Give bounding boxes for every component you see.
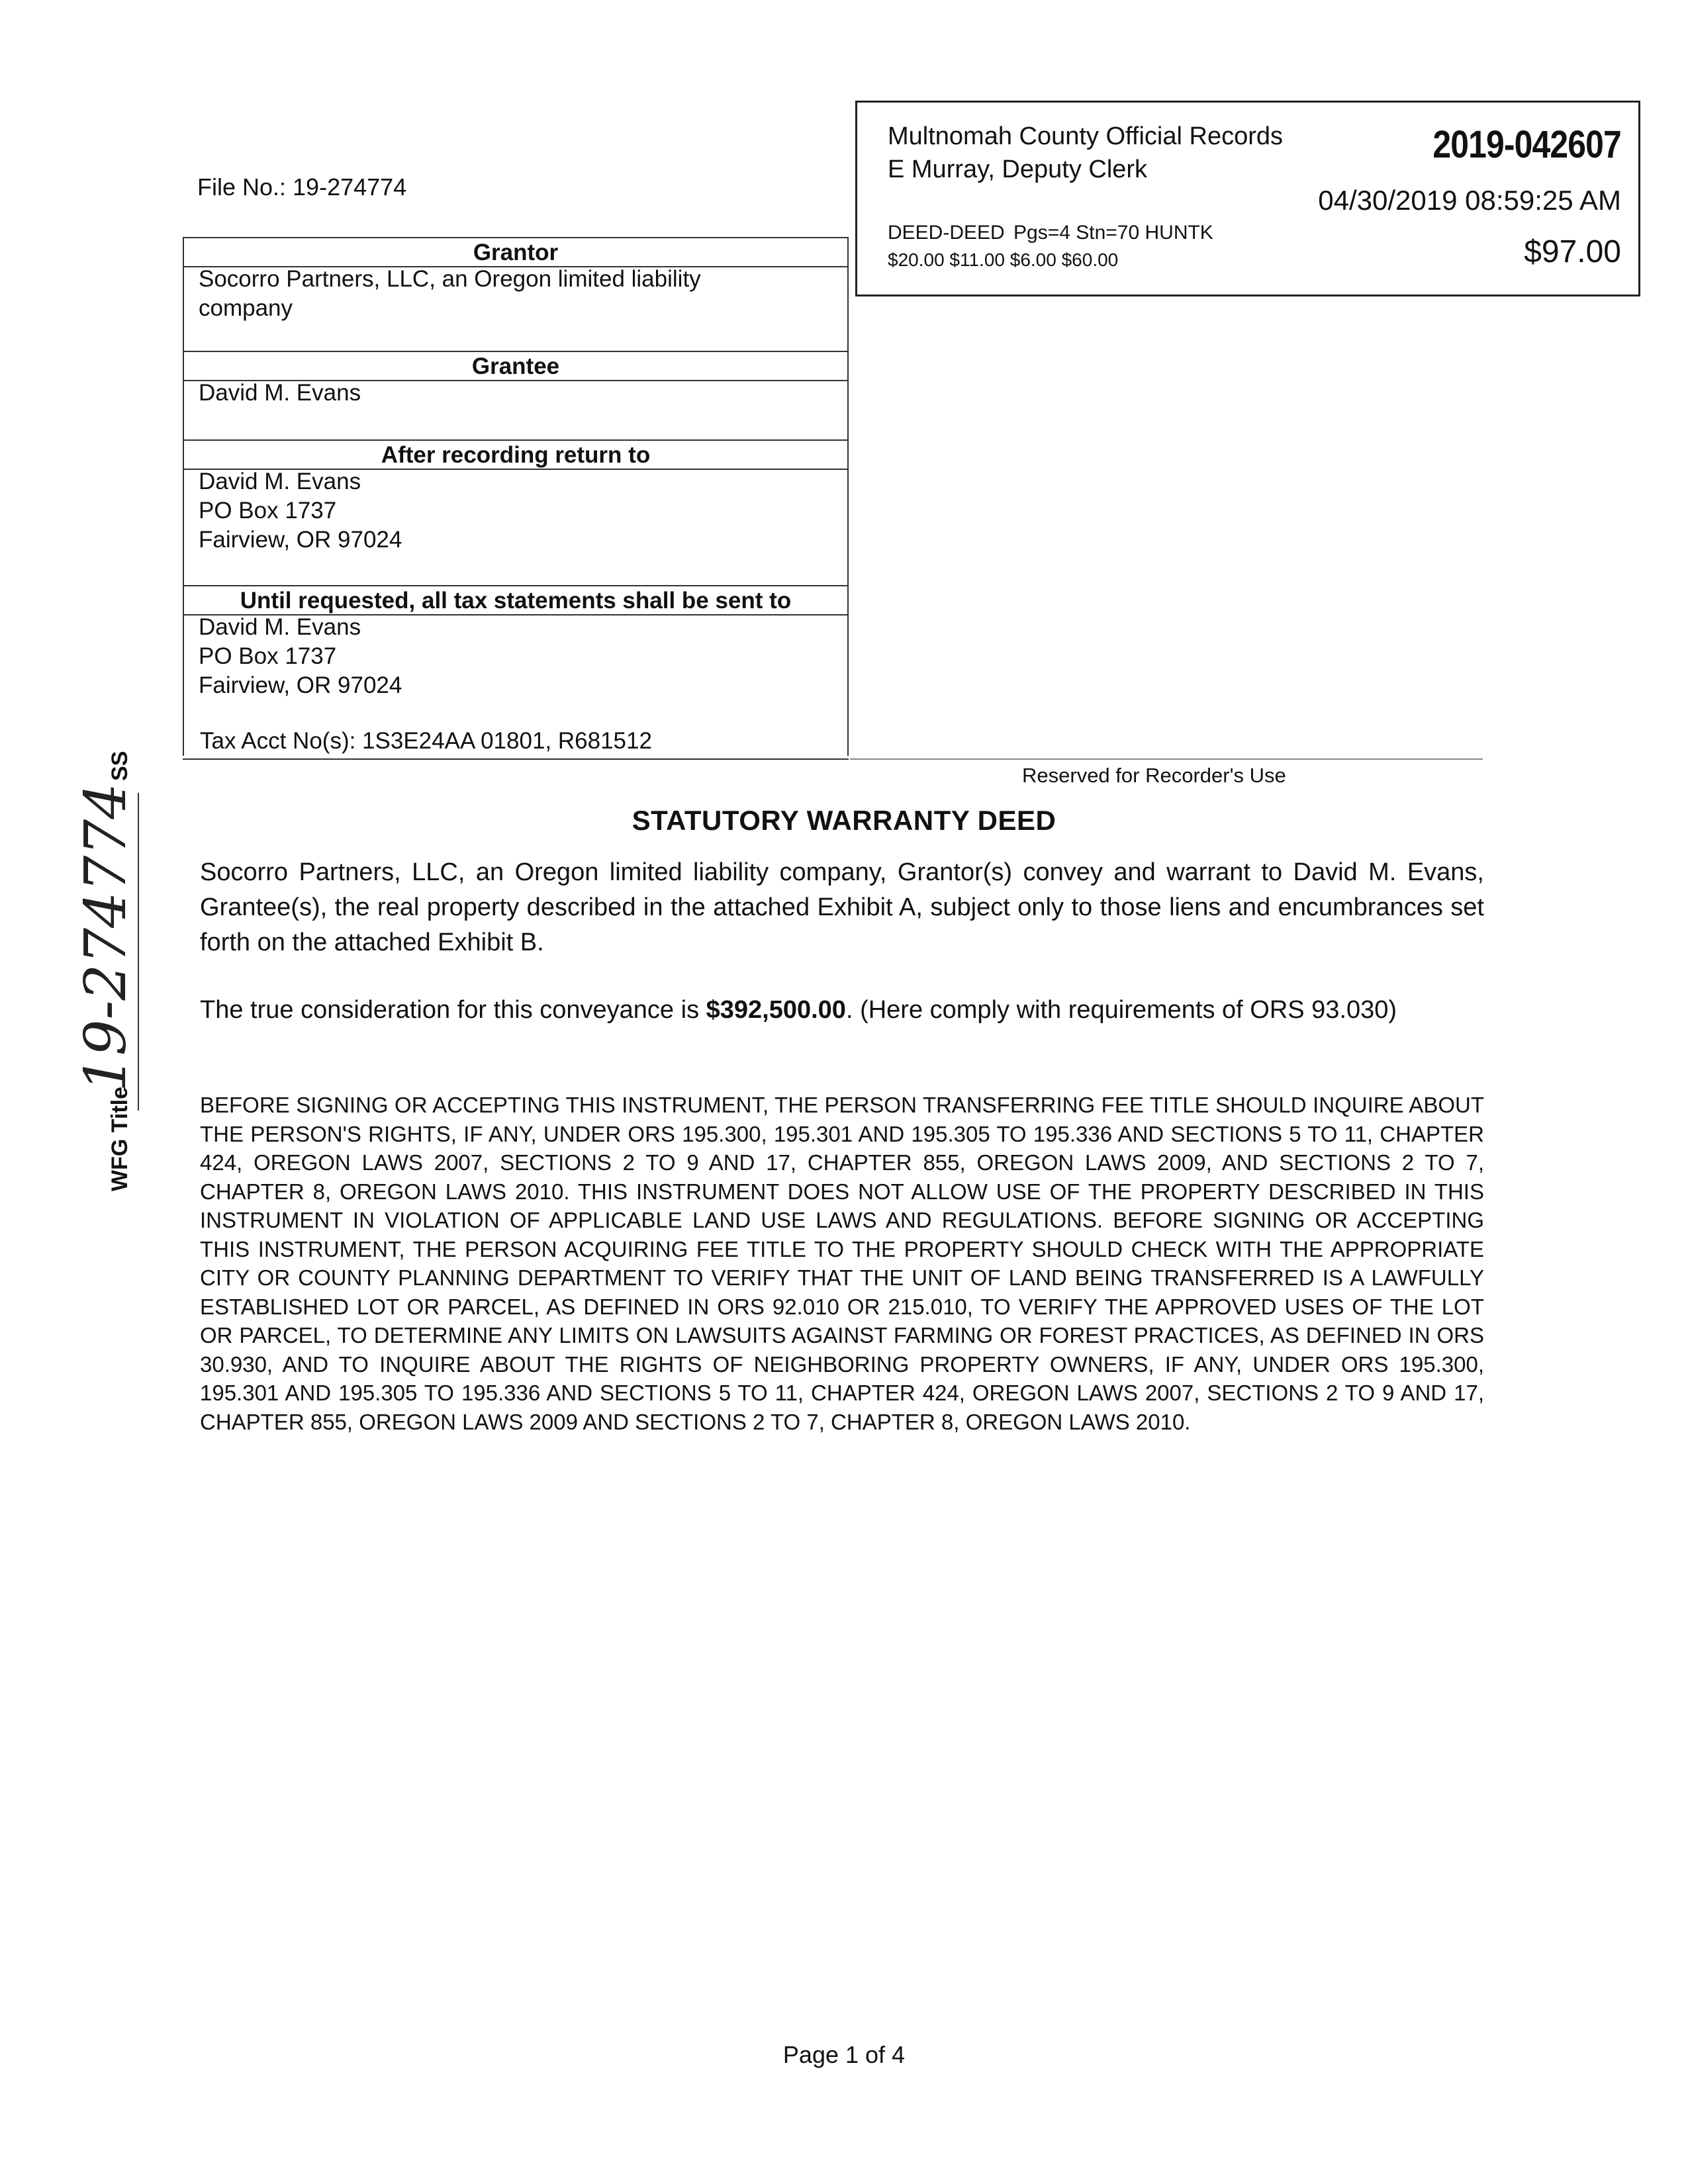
consideration-amount: $392,500.00 bbox=[706, 996, 846, 1024]
consideration-paragraph bbox=[200, 993, 1484, 1028]
return-to-line-2: PO Box 1737 bbox=[199, 498, 337, 523]
grantor-line-2: company bbox=[199, 295, 293, 321]
parties-block bbox=[183, 237, 849, 756]
return-to-info bbox=[199, 467, 402, 555]
parties-block-bottom-rule bbox=[183, 758, 849, 760]
recording-number: 2019-042607 bbox=[1432, 123, 1621, 166]
tax-statements-line-1: David M. Evans bbox=[199, 614, 361, 640]
consideration-text-after: . (Here comply with requirements of ORS 93.030) bbox=[845, 996, 1397, 1024]
grantor-info bbox=[199, 265, 701, 323]
grantor-heading: Grantor bbox=[184, 237, 847, 267]
grantee-heading: Grantee bbox=[184, 351, 847, 381]
deed-title: STATUTORY WARRANTY DEED bbox=[632, 805, 1056, 836]
recorder-clerk: E Murray, Deputy Clerk bbox=[888, 156, 1148, 183]
tax-statements-line-3: Fairview, OR 97024 bbox=[199, 672, 402, 698]
recording-datetime: 04/30/2019 08:59:25 AM bbox=[1318, 185, 1621, 216]
side-handwritten-file-number: 19-274774 bbox=[73, 783, 139, 1092]
recorder-county: Multnomah County Official Records bbox=[888, 122, 1283, 150]
side-margin-note bbox=[60, 728, 165, 1191]
tax-statements-heading: Until requested, all tax statements shall be sent to bbox=[184, 585, 847, 615]
file-number: File No.: 19-274774 bbox=[197, 173, 407, 201]
consideration-text-before: The true consideration for this conveyance is bbox=[200, 996, 706, 1024]
grantee-line-1: David M. Evans bbox=[199, 380, 361, 406]
tax-statements-info bbox=[199, 613, 402, 700]
return-to-heading: After recording return to bbox=[184, 439, 847, 470]
recorder-stamp-box bbox=[855, 101, 1640, 296]
conveyance-paragraph: Socorro Partners, LLC, an Oregon limited liability company, Grantor(s) convey and warrant to David M. Evans, Grantee(s), the real property described in the attached Exhibit A, subject only to those liens and encumbrances set forth on the attached Exhibit B. bbox=[200, 858, 1484, 956]
reserved-rule bbox=[850, 758, 1483, 760]
side-company-label: WFG Title bbox=[107, 1086, 132, 1191]
return-to-line-1: David M. Evans bbox=[199, 469, 361, 494]
reserved-for-recorder-label: Reserved for Recorder's Use bbox=[1022, 764, 1286, 787]
page-number: Page 1 of 4 bbox=[782, 2041, 906, 2068]
grantor-line-1: Socorro Partners, LLC, an Oregon limited liability bbox=[199, 266, 701, 292]
recording-fees: $20.00 $11.00 $6.00 $60.00 bbox=[888, 250, 1119, 270]
tax-statements-line-2: PO Box 1737 bbox=[199, 643, 337, 669]
side-underline bbox=[138, 793, 139, 1111]
side-initials: SS bbox=[107, 751, 132, 781]
tax-account-numbers: Tax Acct No(s): 1S3E24AA 01801, R681512 bbox=[200, 728, 652, 754]
recording-total: $97.00 bbox=[1524, 234, 1621, 269]
statutory-notice: BEFORE SIGNING OR ACCEPTING THIS INSTRUMENT, THE PERSON TRANSFERRING FEE TITLE SHOULD INQUIRE ABOUT THE PERSON'S RIGHTS, IF ANY, UNDER ORS 195.300, 195.301 AND 195.305 TO 195.336 AND SECTIONS 5 TO 11, CHAPTER 424, OREGON LAWS 2007, SECTIONS 2 TO 9 AND 17, CHAPTER 855, OREGON LAWS 2009, AND SECTIONS 2 TO 7, CHAPTER 8, OREGON LAWS 2010. THIS INSTRUMENT DOES NOT ALLOW USE OF THE PROPERTY DESCRIBED IN THIS INSTRUMENT IN VIOLATION OF APPLICABLE LAND USE LAWS AND REGULATIONS. BEFORE SIGNING OR ACCEPTING THIS INSTRUMENT, THE PERSON ACQUIRING FEE TITLE TO THE PROPERTY SHOULD CHECK WITH THE APPROPRIATE CITY OR COUNTY PLANNING DEPARTMENT TO VERIFY THAT THE UNIT OF LAND BEING TRANSFERRED IS A LAWFULLY ESTABLISHED LOT OR PARCEL, AS DEFINED IN ORS 92.010 OR 215.010, TO VERIFY THE APPROVED USES OF THE LOT OR PARCEL, TO DETERMINE ANY LIMITS ON LAWSUITS AGAINST FARMING OR FOREST PRACTICES, AS DEFINED IN ORS 30.930, AND TO INQUIRE ABOUT THE RIGHTS OF NEIGHBORING PROPERTY OWNERS, IF ANY, UNDER ORS 195.300, 195.301 AND 195.305 TO 195.336 AND SECTIONS 5 TO 11, CHAPTER 424, OREGON LAWS 2007, SECTIONS 2 TO 9 AND 17, CHAPTER 855, OREGON LAWS 2009 AND SECTIONS 2 TO 7, CHAPTER 8, OREGON LAWS 2010. bbox=[200, 1093, 1484, 1434]
return-to-line-3: Fairview, OR 97024 bbox=[199, 527, 402, 553]
side-margin-rotated bbox=[73, 728, 152, 1191]
document-type: DEED-DEED bbox=[888, 222, 1005, 244]
grantee-info bbox=[199, 379, 361, 408]
pages-station: Pgs=4 Stn=70 HUNTK bbox=[1013, 222, 1213, 244]
